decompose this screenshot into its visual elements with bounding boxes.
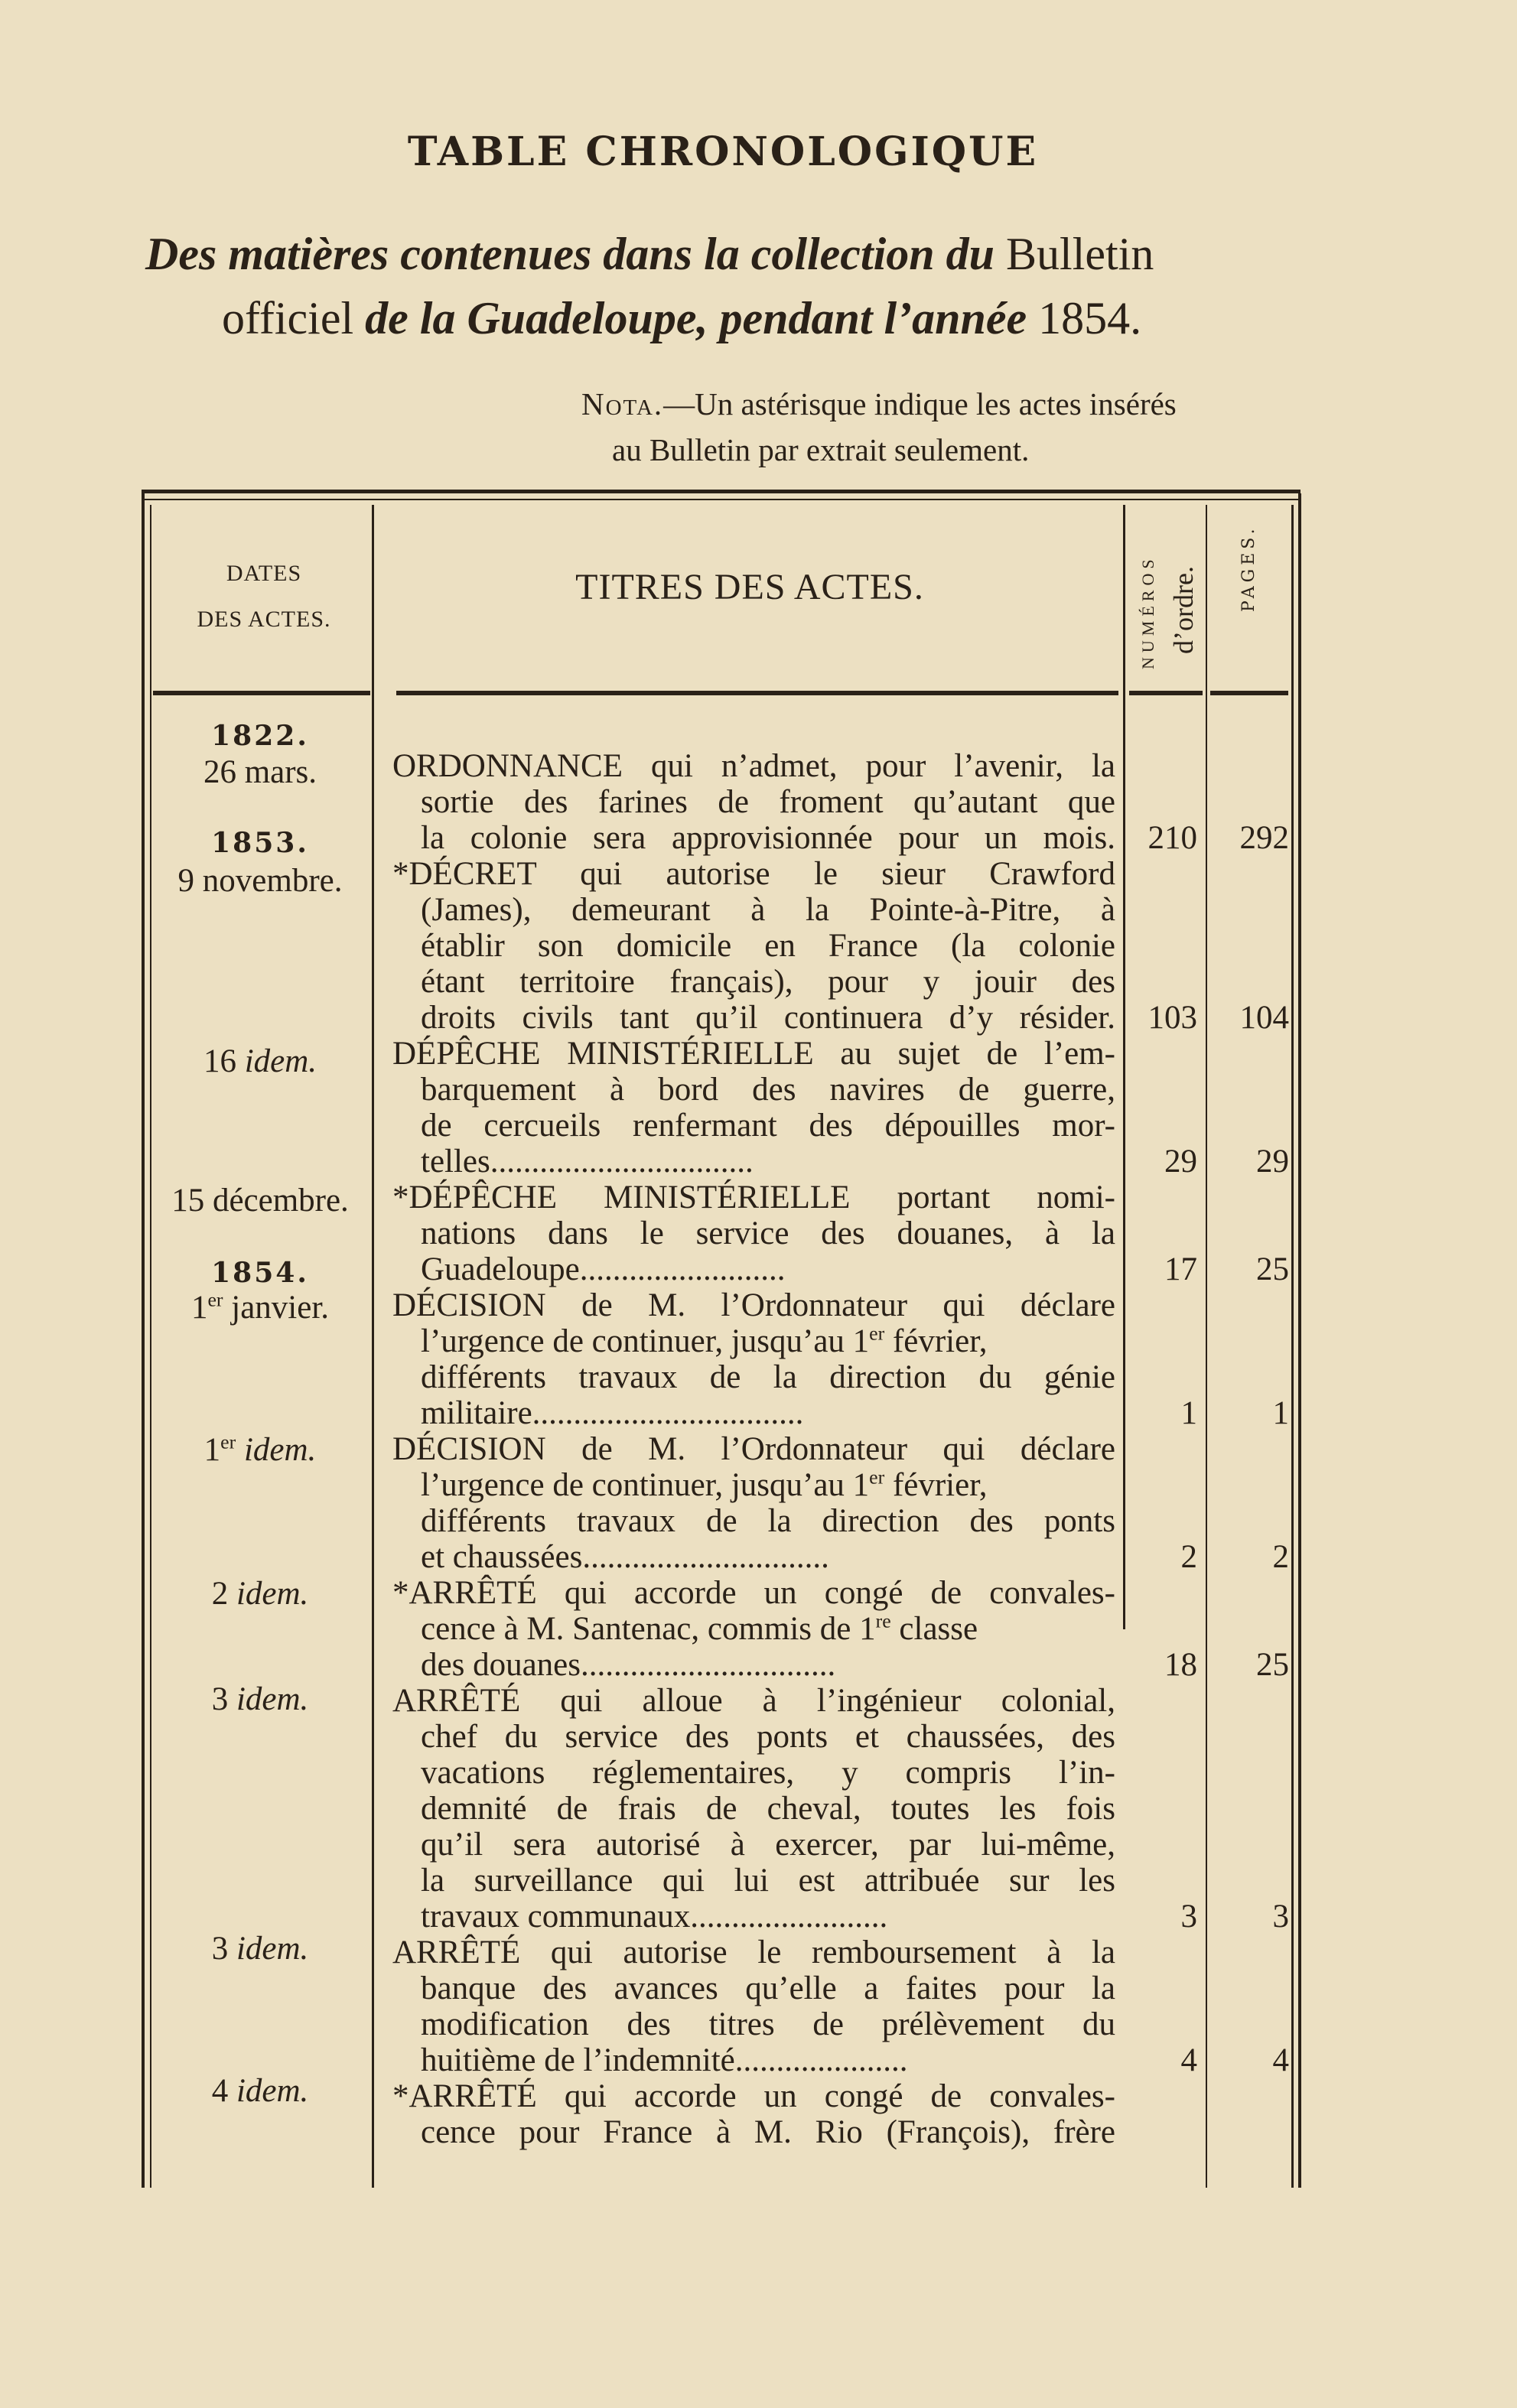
date-row-5-word: janvier.: [231, 1290, 330, 1326]
header-rule-titles: [396, 691, 1118, 695]
header-numeros: [1131, 501, 1207, 669]
date-row-9-word: idem.: [236, 1931, 309, 1967]
header-numeros-line1: NUMÉROS: [1138, 555, 1157, 669]
date-row-1: 26 mars.: [203, 754, 317, 790]
entry-4-line-1: *DÉPÊCHE MINISTÉRIELLE portant nomi-: [392, 1180, 1115, 1215]
note-line1: —Un astérisque indique les actes insérés: [663, 386, 1177, 421]
entry-7-line-1: *ARRÊTÉ qui accorde un congé de convales-: [392, 1575, 1115, 1611]
header-rule-numbers: [1129, 691, 1203, 695]
entry-3-number: 29: [1164, 1144, 1197, 1180]
entry-5-line-2: [421, 1323, 1115, 1360]
entry-6-line-3: différents travaux de la direction des ponts: [421, 1503, 1115, 1539]
entry-9-line-2: banque des avances qu’elle a faites pour la: [421, 1970, 1115, 2006]
entry-4-page: 25: [1256, 1251, 1289, 1287]
entry-5-line-2-a: l’urgence de continuer, jusqu’au 1: [421, 1323, 870, 1359]
entry-2-line-4: étant territoire français), pour y jouir des: [421, 964, 1115, 1000]
entry-5-line-2-sup: er: [869, 1322, 885, 1345]
entry-2-page: 104: [1239, 1000, 1289, 1036]
titles-column-rule: [1123, 505, 1125, 1629]
date-row-7-word: idem.: [236, 1576, 309, 1612]
entry-3-line-1: DÉPÊCHE MINISTÉRIELLE au sujet de l’em-: [392, 1036, 1115, 1072]
date-row-9: [149, 1931, 371, 1967]
entry-9-line-4: huitième de l’indemnité.....................: [421, 2042, 908, 2078]
entry-9-line-1: ARRÊTÉ qui autorise le remboursement à la: [392, 1935, 1115, 1970]
subtitle-part3: officiel: [222, 293, 354, 343]
top-rule: [142, 490, 1301, 493]
entry-3-line-4: telles................................: [421, 1144, 754, 1180]
subtitle-part2: Bulletin: [1006, 229, 1154, 279]
date-row-6-word: idem.: [243, 1432, 317, 1468]
entry-2-line-5: droits civils tant qu’il continuera d’y résider.: [421, 1000, 1115, 1036]
entry-2-line-3: établir son domicile en France (la colonie: [421, 928, 1115, 964]
entry-8-line-5: qu’il sera autorisé à exercer, par lui-même,: [421, 1827, 1115, 1863]
page-subtitle: [145, 222, 1339, 350]
date-row-4: 15 décembre.: [171, 1183, 349, 1219]
entry-10-line-1: *ARRÊTÉ qui accorde un congé de convales-: [392, 2078, 1115, 2114]
entry-9-page: 4: [1272, 2042, 1289, 2078]
top-rule-thin: [142, 499, 1301, 500]
date-row-6-num: 1: [203, 1432, 221, 1468]
date-row-2: 9 novembre.: [177, 863, 343, 899]
page-title: TABLE CHRONOLOGIQUE: [407, 129, 1039, 175]
right-rule-inner: [1291, 505, 1294, 2188]
entry-6-line-2: [421, 1467, 1115, 1504]
date-row-7: [149, 1576, 371, 1612]
entry-9-number: 4: [1180, 2042, 1197, 2078]
entry-8-line-4: demnité de frais de cheval, toutes les fois: [421, 1791, 1115, 1827]
date-row-8: [149, 1681, 371, 1718]
entry-1-line-2: sortie des farines de froment qu’autant que: [421, 784, 1115, 820]
date-row-7-num: 2: [211, 1576, 229, 1612]
entry-5-line-3: différents travaux de la direction du génie: [421, 1359, 1115, 1395]
subtitle-part1: Des matières contenues dans la collection du: [145, 229, 995, 279]
year-1853: 1853.: [211, 827, 309, 859]
entry-6-line-1: DÉCISION de M. l’Ordonnateur qui déclare: [392, 1431, 1115, 1467]
entry-9-line-3: modification des titres de prélèvement du: [421, 2006, 1115, 2042]
entry-1-page: 292: [1239, 820, 1289, 856]
header-dates-line2: DES ACTES.: [197, 607, 331, 632]
date-row-10-word: idem.: [236, 2073, 309, 2109]
note-label: Nota.: [581, 386, 664, 421]
date-row-5: [149, 1290, 371, 1326]
date-row-3-word: idem.: [244, 1043, 317, 1079]
entry-5-number: 1: [1180, 1395, 1197, 1431]
entry-7-line-2: [421, 1611, 1115, 1648]
entry-8-line-2: chef du service des ponts et chaussées, des: [421, 1719, 1115, 1755]
entry-3-line-3: de cercueils renfermant des dépouilles mor-: [421, 1108, 1115, 1144]
entry-8-line-6: la surveillance qui lui est attribuée sur les: [421, 1863, 1115, 1899]
entry-3-page: 29: [1256, 1144, 1289, 1180]
entry-6-line-4: et chaussées..............................: [421, 1539, 829, 1575]
left-rule: [142, 490, 145, 2188]
subtitle-year: 1854.: [1038, 293, 1142, 343]
entry-4-line-3: Guadeloupe.........................: [421, 1251, 786, 1287]
header-titles: TITRES DES ACTES.: [575, 567, 924, 607]
date-row-3-num: 16: [203, 1043, 236, 1079]
entry-2-number: 103: [1148, 1000, 1197, 1036]
year-1822: 1822.: [211, 720, 309, 752]
entry-7-number: 18: [1164, 1647, 1197, 1683]
entry-4-number: 17: [1164, 1251, 1197, 1287]
date-row-10: [149, 2073, 371, 2110]
header-numeros-line2: d’ordre.: [1168, 566, 1199, 654]
entry-10-line-2: cence pour France à M. Rio (François), frère: [421, 2114, 1115, 2150]
entry-8-line-7: travaux communaux........................: [421, 1899, 888, 1935]
date-row-8-num: 3: [211, 1681, 229, 1717]
entry-1-line-1: ORDONNANCE qui n’admet, pour l’avenir, la: [392, 748, 1115, 784]
header-dates: [149, 551, 379, 643]
entry-6-number: 2: [1180, 1539, 1197, 1575]
date-row-10-num: 4: [211, 2073, 229, 2109]
dates-column-rule: [372, 505, 374, 2188]
entry-6-page: 2: [1272, 1539, 1289, 1575]
date-row-9-num: 3: [211, 1931, 229, 1967]
date-row-8-word: idem.: [236, 1681, 309, 1717]
entry-3-line-2: barquement à bord des navires de guerre,: [421, 1072, 1115, 1108]
entry-7-page: 25: [1256, 1647, 1289, 1683]
entry-1-number: 210: [1148, 820, 1197, 856]
header-rule-dates: [153, 691, 370, 695]
date-row-6-sup: er: [220, 1430, 236, 1453]
note: [581, 381, 1346, 473]
year-1854: 1854.: [211, 1257, 309, 1289]
entry-5-line-4: militaire.................................: [421, 1395, 804, 1431]
header-dates-line1: DATES: [226, 561, 302, 586]
entry-8-page: 3: [1272, 1899, 1289, 1935]
right-rule: [1298, 493, 1301, 2188]
entry-4-line-2: nations dans le service des douanes, à la: [421, 1215, 1115, 1251]
entry-2-line-2: (James), demeurant à la Pointe-à-Pitre, à: [421, 892, 1115, 928]
entry-8-number: 3: [1180, 1899, 1197, 1935]
entry-6-line-2-sup: er: [869, 1466, 885, 1489]
entry-5-line-1: DÉCISION de M. l’Ordonnateur qui déclare: [392, 1287, 1115, 1323]
entry-5-line-2-b: février,: [884, 1323, 988, 1359]
entry-7-line-2-sup: re: [875, 1609, 891, 1632]
date-row-6: [149, 1432, 371, 1469]
entry-6-line-2-b: février,: [884, 1467, 988, 1503]
entry-8-line-3: vacations réglementaires, y compris l’in-: [421, 1755, 1115, 1791]
entry-5-page: 1: [1272, 1395, 1289, 1431]
subtitle-part4: de la Guadeloupe, pendant l’année: [365, 293, 1027, 343]
entry-7-line-2-b: classe: [890, 1611, 978, 1647]
date-row-3: [149, 1043, 371, 1080]
date-row-5-sup: er: [207, 1288, 223, 1311]
entry-8-line-1: ARRÊTÉ qui alloue à l’ingénieur colonial,: [392, 1683, 1115, 1719]
header-rule-pages: [1210, 691, 1288, 695]
date-row-5-num: 1: [190, 1290, 208, 1326]
header-pages: PAGES.: [1239, 525, 1258, 612]
note-line2: au Bulletin par extrait seulement.: [612, 432, 1030, 467]
entry-1-line-3: la colonie sera approvisionnée pour un mois.: [421, 820, 1115, 856]
entry-6-line-2-a: l’urgence de continuer, jusqu’au 1: [421, 1467, 870, 1503]
numbers-column-rule: [1206, 505, 1207, 2188]
entry-7-line-2-a: cence à M. Santenac, commis de 1: [421, 1611, 876, 1647]
entry-2-line-1: *DÉCRET qui autorise le sieur Crawford: [392, 856, 1115, 892]
entry-7-line-3: des douanes...............................: [421, 1647, 836, 1683]
